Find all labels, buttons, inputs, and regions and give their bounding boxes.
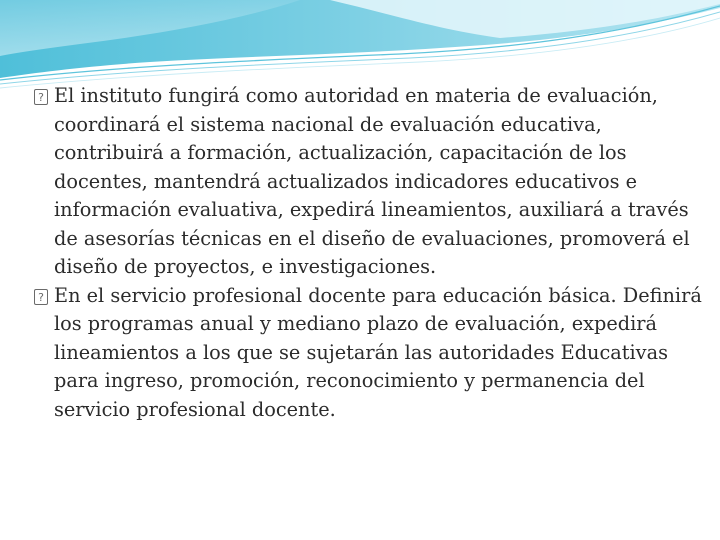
bullet-item-1 xyxy=(32,82,704,282)
slide-body xyxy=(32,82,704,424)
bullet-item-2 xyxy=(32,282,704,425)
bullet-text-1: El instituto fungirá como autoridad en materia de evaluación, coordinará el sistema nacional de evaluación educativa, contribuirá a formación, actualización, capacitación de los docentes, mantendrá actualizados indicadores educativos e información evaluativa, expedirá lineamientos, auxiliará a través de asesorías técnicas en el diseño de evaluaciones, promoverá el diseño de proyectos, e investigaciones. xyxy=(54,84,690,278)
header-wave-decoration xyxy=(0,0,720,90)
missing-glyph-icon: ? xyxy=(34,89,48,105)
bullet-text-2: En el servicio profesional docente para educación básica. Definirá los programas anual y mediano plazo de evaluación, expedirá lineamientos a los que se sujetarán las autoridades Educativas para ingreso, promoción, reconocimiento y permanencia del servicio profesional docente. xyxy=(54,283,702,421)
missing-glyph-icon: ? xyxy=(34,289,48,305)
